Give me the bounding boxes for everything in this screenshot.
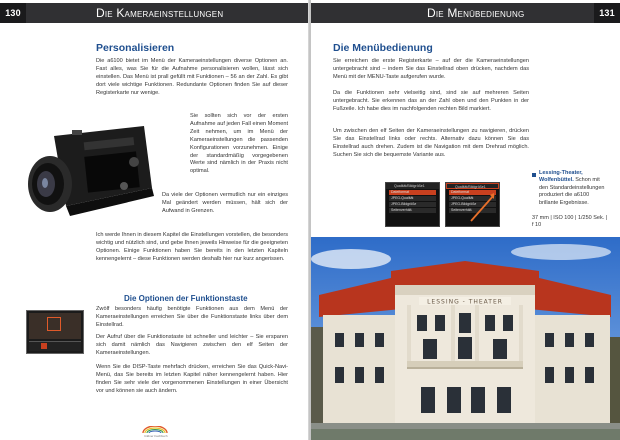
publisher-logo-text: bildner Fachbuch [144, 434, 168, 438]
menu-screenshot-left [385, 182, 440, 227]
paragraph-effort: Da viele der Optionen vermutlich nur ein einziges Mal geändert werden müssen, hält sich der Aufwand in Grenzen. [162, 192, 288, 214]
right-page-number: 131 [594, 3, 620, 23]
menu-item: JPEG-Bildgröße [449, 202, 496, 207]
right-header-bar [311, 3, 620, 23]
menu-screenshot-right [445, 182, 500, 227]
theater-photo [311, 237, 620, 440]
menu-screenshot-right-title: Qualität/Bildgröße1 [446, 183, 499, 189]
menu-item: Dateiformat [449, 190, 496, 195]
theater-sign: LESSING - THEATER [427, 298, 503, 306]
photo-exif: 37 mm | ISO 100 | 1/250 Sek. | f 10 [532, 215, 608, 229]
menu-item: JPEG-Qualität [449, 196, 496, 201]
left-header-title: Die Kameraeinstellungen [96, 6, 224, 20]
left-header-bar [0, 3, 309, 23]
paragraph-function-key: Zwölf besonders häufig benötigte Funktionen aus dem Menü der Kameraeinstellungen erreichen Sie über die Funktionstaste links über dem Einstellrad. [96, 306, 288, 328]
subsection-title-funktionstaste: Die Optionen der Funktionstaste [124, 294, 248, 303]
menu-item: Seitenverhält. [449, 208, 496, 213]
paragraph-pages: Da die Funktionen sehr vielseitig sind, sind sie auf mehreren Seiten untergebracht. Sie erkennen das an der Zahl oben und den Punkten in der Fußzeile. Ich habe dies im nachfolgenden rechten Bild markiert. [333, 90, 529, 112]
caption-text: Schon mit den Standardeinstellungen produziert die a6100 brillante Ergebnisse. [539, 177, 605, 206]
menu-item: JPEG-Bildgröße [389, 202, 436, 207]
photo-caption [539, 170, 605, 207]
paragraph-shortcut: Der Aufruf über die Funktionstaste ist schneller und leichter – Sie ersparen sich damit nämlich das Navigieren zwischen den elf Seiten der Kameraeinstellungen. [96, 334, 288, 356]
paragraph-intro: Die a6100 bietet im Menü der Kameraeinstellungen diverse Optionen an. Fast alles, was Sie für die Aufnahme personalisieren wollen, lässt sich einstellen. Das Menü ist prall gefüllt mit Funktionen – 56 an der Zahl. Es gibt dort viele wichtige Funktionen. Redundante Optionen finden Sie auf dieser Registerkarte nur wenige. [96, 58, 288, 96]
left-page-number: 130 [0, 3, 26, 23]
right-header-title: Die Menübedienung [427, 6, 525, 20]
section-title-menuebedienung: Die Menübedienung [333, 42, 433, 54]
caption-title: Lessing-Theater, Wolfenbüttel. [539, 170, 583, 184]
caption-marker-icon [532, 173, 536, 177]
paragraph-setup: Sie sollten sich vor der ersten Aufnahme auf jeden Fall einen Moment Zeit nehmen, um im Menü der Kameraeinstellungen die passenden Konfigurationen vorzunehmen. Einige der standardmäßig vorgegebenen Werte sind nämlich in der Praxis nicht optimal. [190, 113, 288, 175]
menu-screenshot-left-title: Qualität/Bildgröße1 [386, 183, 439, 189]
paragraph-first-tab: Sie erreichen die erste Registerkarte – auf der die Kameraeinstellungen untergebracht sind – indem Sie das Einstellrad oben drücken, nachdem das Menü mit der MENU-Taste aufgerufen wurde. [333, 58, 529, 80]
paragraph-navigation: Um zwischen den elf Seiten der Kameraeinstellungen zu navigieren, drücken Sie das Einstellrad links oder rechts. Alternativ dazu können Sie das Einstellrad auch drehen. Zudem ist die Navigation mit dem Drehrad möglich. Suchen Sie sich die bequemste Variante aus. [333, 128, 529, 158]
left-page [0, 0, 309, 440]
paragraph-disp: Wenn Sie die DISP-Taste mehrfach drücken, erreichen Sie das Quick-Navi-Menü, das Sie bereits im letzten Kapitel näher kennengelernt haben. Hier finden Sie sehr viele der vorgenommenen Einstellungen in einer Übersicht vor und können sie auch ändern. [96, 364, 288, 394]
function-menu-thumbnail [26, 310, 84, 354]
camera-image [26, 126, 158, 230]
section-title-personalisieren: Personalisieren [96, 42, 175, 54]
paragraph-chapter: Ich werde Ihnen in diesem Kapitel die Einstellungen vorstellen, die besonders wichtig und nützlich sind, und gebe Ihnen jeweils Hinweise für die geeigneten Optionen. Einige Funktionen haben Sie bereits in den letzten Kapiteln kennengelernt – diese Funktionen werden deshalb hier nur kurz angerissen. [96, 232, 288, 262]
menu-highlight-arrow-icon [468, 191, 498, 225]
menu-item: Dateiformat [389, 190, 436, 195]
menu-item: Seitenverhält. [389, 208, 436, 213]
menu-item: JPEG-Qualität [389, 196, 436, 201]
